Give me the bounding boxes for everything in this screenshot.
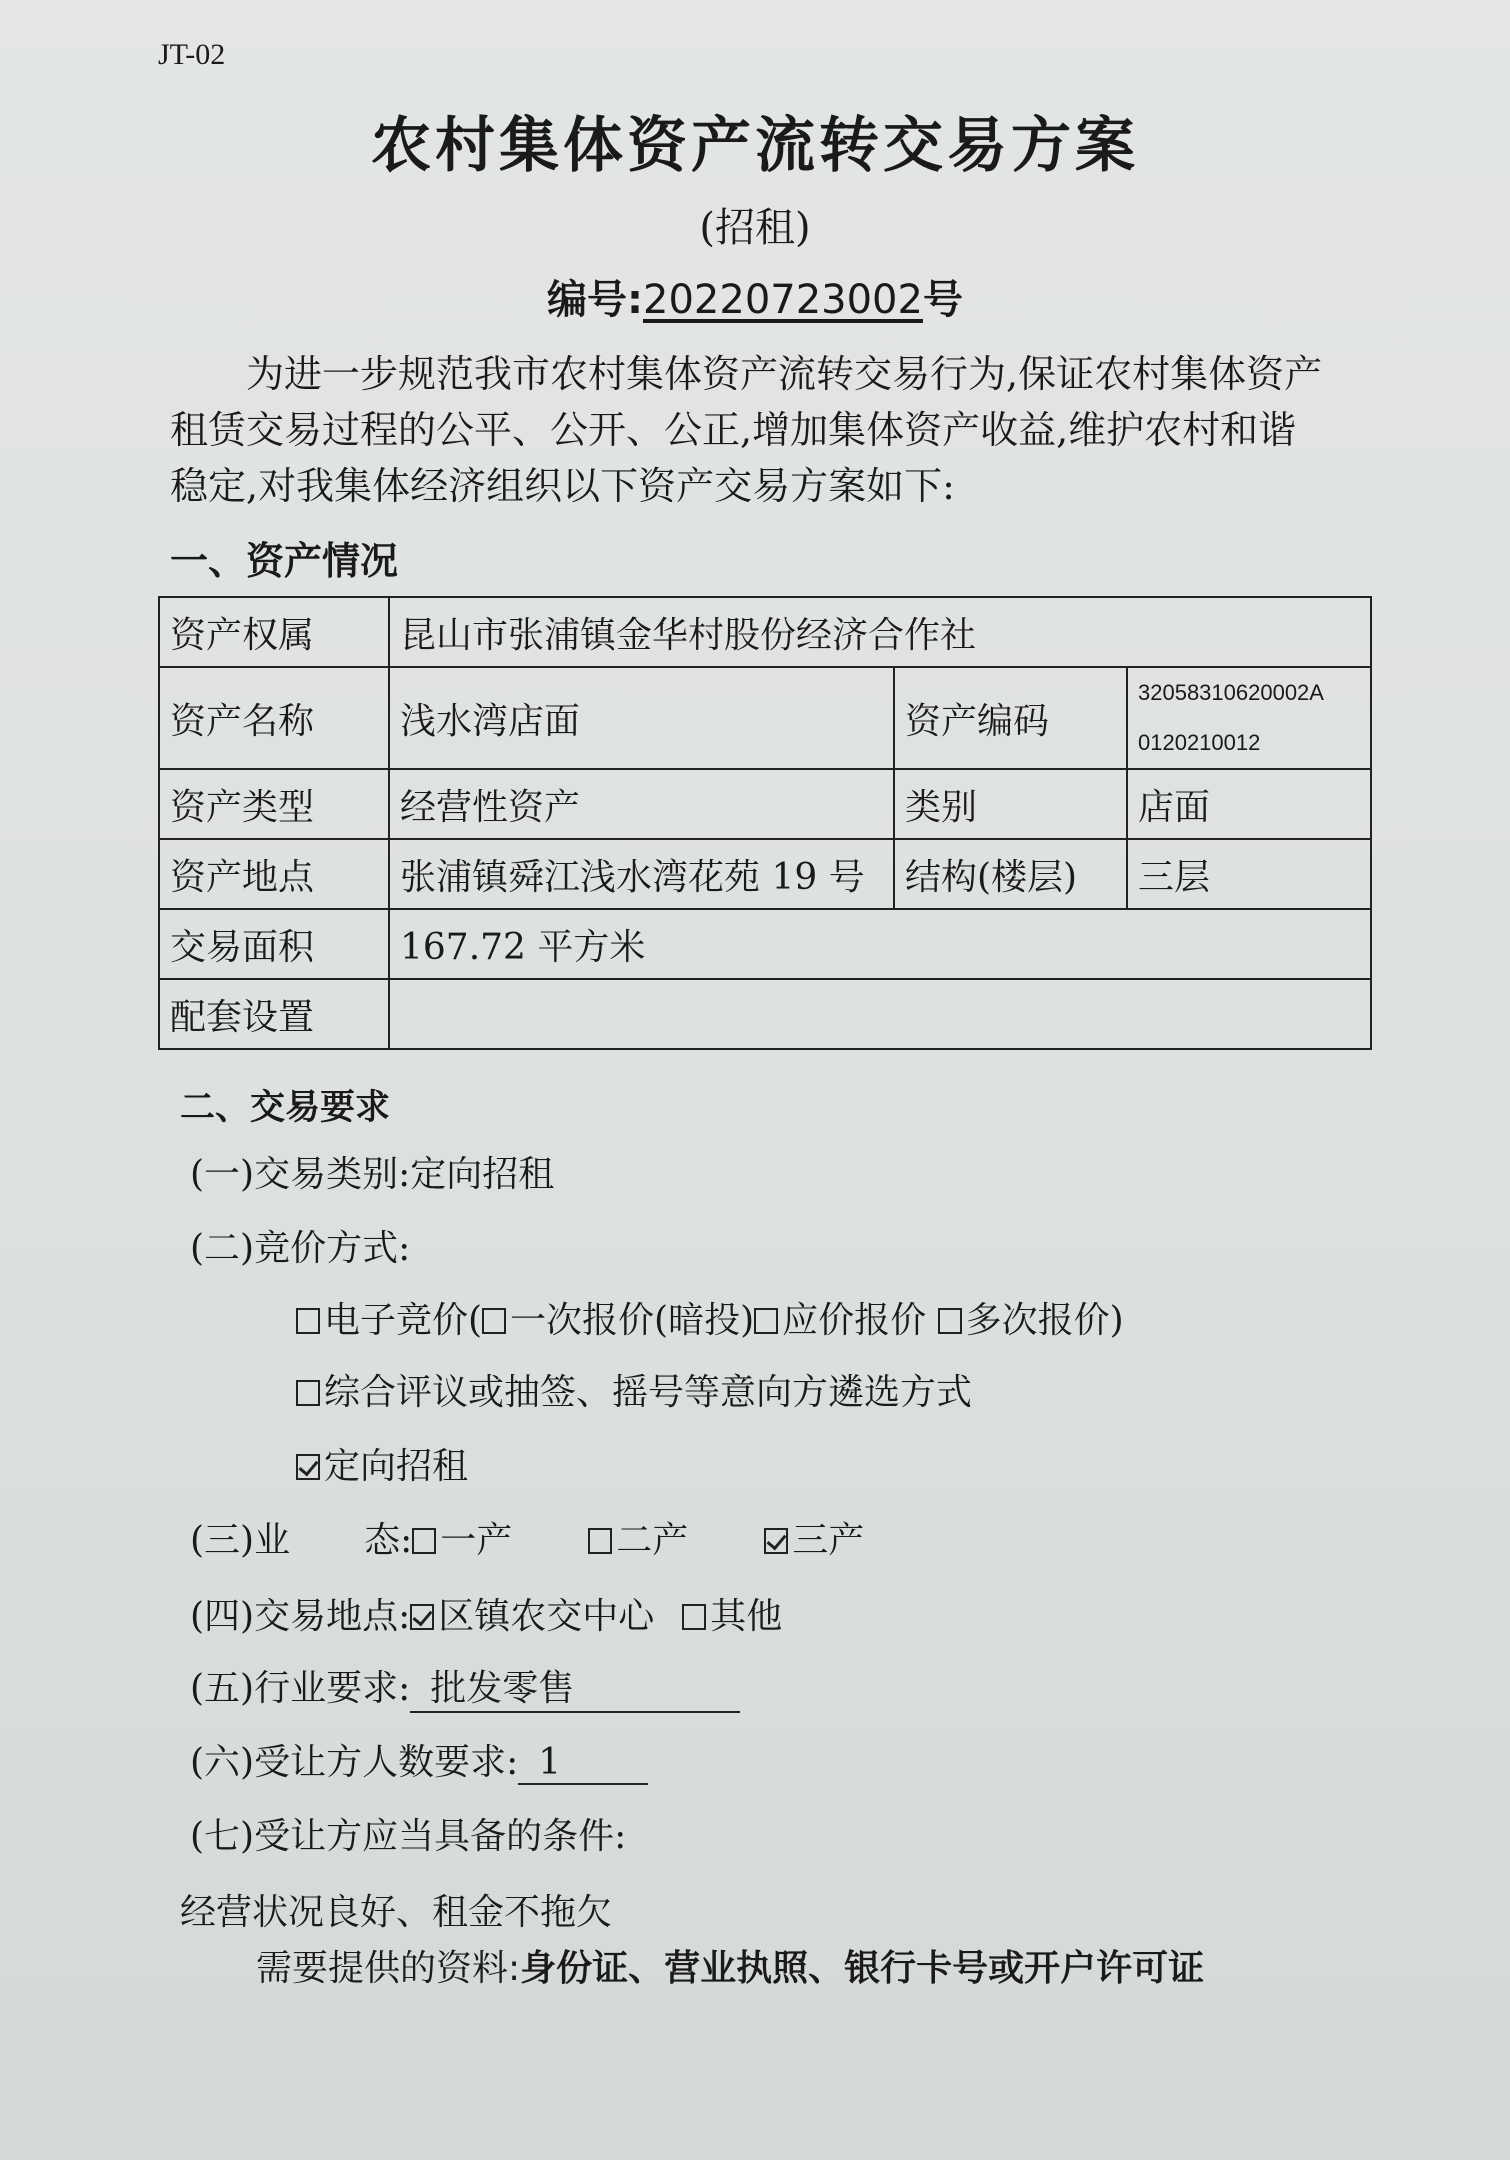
area-value: 167.72 平方米 bbox=[389, 909, 1371, 979]
bidding-options-row-2 bbox=[296, 1364, 972, 1415]
requirement-label: 态: bbox=[364, 1520, 413, 1561]
facilities-label: 配套设置 bbox=[159, 979, 389, 1049]
bidding-options-row-1 bbox=[296, 1292, 1124, 1343]
code-label: 资产编码 bbox=[894, 667, 1127, 769]
option-label: 定向招租 bbox=[324, 1446, 469, 1487]
doc-number-suffix: 号 bbox=[922, 277, 963, 323]
category-label: 类别 bbox=[894, 769, 1127, 839]
option-label: 一产 bbox=[440, 1520, 513, 1561]
structure-label: 结构(楼层) bbox=[894, 839, 1127, 909]
intro-line: 稳定,对我集体经济组织以下资产交易方案如下: bbox=[170, 464, 955, 508]
table-row bbox=[159, 597, 1371, 667]
required-documents-value: 身份证、营业执照、银行卡号或开户许可证 bbox=[520, 1948, 1205, 1989]
option-label: 应价报价 bbox=[782, 1300, 927, 1341]
doc-code: JT-02 bbox=[158, 38, 226, 71]
name-value: 浅水湾店面 bbox=[389, 667, 894, 769]
section-heading-assets: 一、资产情况 bbox=[170, 539, 399, 583]
intro-paragraph bbox=[170, 346, 1355, 514]
checkbox-response-quote[interactable] bbox=[754, 1308, 778, 1334]
requirement-type bbox=[190, 1146, 554, 1197]
option-label: 二产 bbox=[616, 1520, 689, 1561]
requirement-industry bbox=[190, 1660, 740, 1713]
checkbox-multiple-quote[interactable] bbox=[938, 1308, 962, 1334]
option-label: 区镇农交中心 bbox=[438, 1596, 655, 1637]
option-label: 电子竞价( bbox=[324, 1300, 483, 1341]
page-subtitle: (招租) bbox=[699, 205, 811, 251]
option-label: 多次报价) bbox=[965, 1300, 1124, 1341]
table-row bbox=[159, 909, 1371, 979]
checkbox-tertiary-industry[interactable] bbox=[764, 1528, 788, 1554]
type-value: 经营性资产 bbox=[389, 769, 894, 839]
conditions-text: 经营状况良好、租金不拖欠 bbox=[180, 1892, 613, 1933]
requirement-label: (五)行业要求: bbox=[190, 1668, 411, 1709]
location-value: 张浦镇舜江浅水湾花苑 19 号 bbox=[389, 839, 894, 909]
owner-value: 昆山市张浦镇金华村股份经济合作社 bbox=[389, 597, 1371, 667]
section-heading-requirements: 二、交易要求 bbox=[180, 1088, 391, 1128]
checkbox-district-center[interactable] bbox=[410, 1604, 434, 1630]
checkbox-single-quote[interactable] bbox=[482, 1308, 506, 1334]
category-value: 店面 bbox=[1127, 769, 1371, 839]
intro-line: 为进一步规范我市农村集体资产流转交易行为,保证农村集体资产 bbox=[246, 352, 1323, 396]
checkbox-directed-lease[interactable] bbox=[296, 1454, 320, 1480]
doc-number-value: 20220723002 bbox=[643, 277, 923, 323]
code-line: 32058310620002A bbox=[1138, 680, 1324, 705]
code-line: 0120210012 bbox=[1138, 730, 1261, 755]
checkbox-primary-industry[interactable] bbox=[412, 1528, 436, 1554]
facilities-value bbox=[389, 979, 1371, 1049]
area-label: 交易面积 bbox=[159, 909, 389, 979]
location-label: 资产地点 bbox=[159, 839, 389, 909]
doc-number bbox=[0, 268, 1510, 325]
checkbox-other-location[interactable] bbox=[682, 1604, 706, 1630]
checkbox-secondary-industry[interactable] bbox=[588, 1528, 612, 1554]
requirement-label: (一)交易类别: bbox=[190, 1154, 411, 1195]
requirement-transferee-count bbox=[190, 1734, 648, 1785]
requirement-location bbox=[190, 1588, 782, 1639]
intro-line: 租赁交易过程的公平、公开、公正,增加集体资产收益,维护农村和谐 bbox=[170, 408, 1297, 452]
option-label: 综合评议或抽签、摇号等意向方遴选方式 bbox=[324, 1372, 973, 1413]
requirement-label: (六)受让方人数要求: bbox=[190, 1742, 519, 1783]
table-row bbox=[159, 839, 1371, 909]
structure-value: 三层 bbox=[1127, 839, 1371, 909]
bidding-options-row-3 bbox=[296, 1438, 468, 1489]
transferee-count-value: 1 bbox=[518, 1742, 648, 1785]
option-label: 其他 bbox=[710, 1596, 783, 1637]
doc-number-label: 编号: bbox=[547, 277, 644, 323]
table-row bbox=[159, 769, 1371, 839]
checkbox-comprehensive-selection[interactable] bbox=[296, 1380, 320, 1406]
required-documents-label: 需要提供的资料: bbox=[256, 1948, 521, 1989]
checkbox-electronic-bid[interactable] bbox=[296, 1308, 320, 1334]
option-label: 三产 bbox=[792, 1520, 865, 1561]
required-documents bbox=[256, 1940, 1204, 1991]
table-row bbox=[159, 667, 1371, 769]
requirement-bidding bbox=[190, 1220, 410, 1271]
requirement-industry-type bbox=[190, 1512, 864, 1563]
requirement-label: (二)竞价方式: bbox=[190, 1228, 411, 1269]
table-row bbox=[159, 979, 1371, 1049]
page-title: 农村集体资产流转交易方案 bbox=[371, 111, 1139, 181]
requirement-label: (三)业 bbox=[190, 1520, 291, 1561]
industry-value: 批发零售 bbox=[410, 1660, 740, 1713]
type-label: 资产类型 bbox=[159, 769, 389, 839]
asset-table bbox=[158, 596, 1372, 1050]
requirement-value: 定向招租 bbox=[410, 1154, 555, 1195]
owner-label: 资产权属 bbox=[159, 597, 389, 667]
requirement-label: (四)交易地点: bbox=[190, 1596, 411, 1637]
code-value bbox=[1127, 667, 1371, 769]
name-label: 资产名称 bbox=[159, 667, 389, 769]
requirement-label: (七)受让方应当具备的条件: bbox=[190, 1816, 627, 1857]
requirement-conditions bbox=[190, 1808, 626, 1859]
option-label: 一次报价(暗投) bbox=[510, 1300, 755, 1341]
